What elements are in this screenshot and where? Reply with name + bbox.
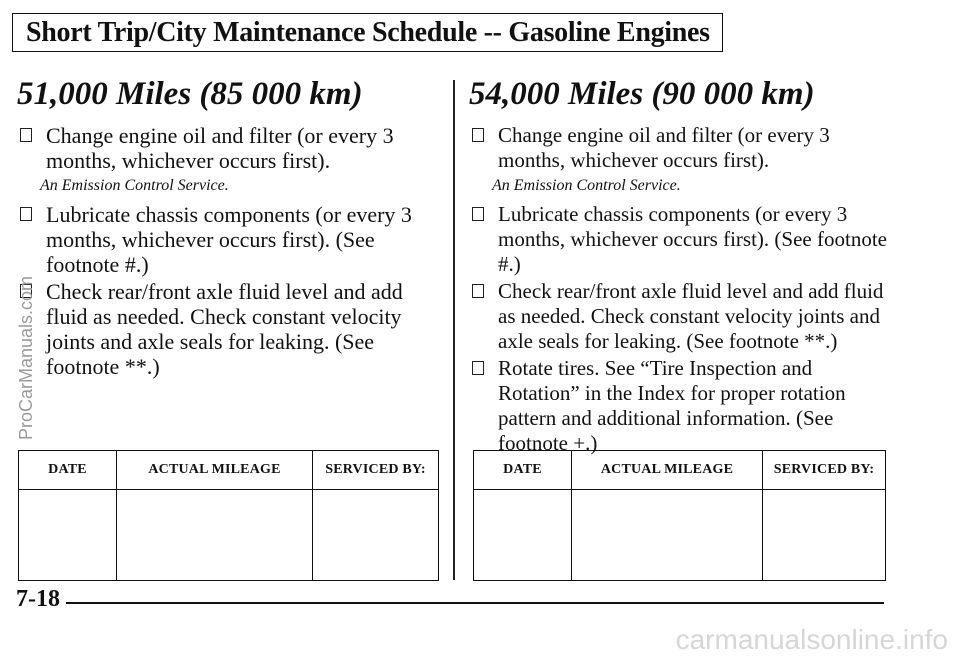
checkbox-icon <box>472 207 484 221</box>
checklist-item: Check rear/front axle fluid level and add fluid as needed. Check constant velocity joints and axle seals for leaking. (See footnote **.) <box>17 279 437 379</box>
column-divider <box>453 80 455 580</box>
checkbox-icon <box>20 128 32 142</box>
column-header-mileage: ACTUAL MILEAGE <box>117 451 313 490</box>
side-watermark: ProCarManuals.com <box>16 275 36 440</box>
column-header-date: DATE <box>19 451 117 490</box>
section-header <box>12 13 723 52</box>
mileage-cell[interactable] <box>572 490 763 581</box>
item-note: An Emission Control Service. <box>492 177 681 194</box>
mileage-section-right <box>469 76 899 456</box>
checklist-item: Lubricate chassis components (or every 3 months, whichever occurs first). (See footnote #.) <box>17 202 437 277</box>
column-header-serviced-by: SERVICED BY: <box>763 451 886 490</box>
page-number: 7-18 <box>16 586 60 612</box>
mileage-section-left <box>17 76 437 379</box>
checkbox-icon <box>472 284 484 298</box>
date-cell[interactable] <box>474 490 572 581</box>
mileage-cell[interactable] <box>117 490 313 581</box>
column-header-date: DATE <box>474 451 572 490</box>
column-header-mileage: ACTUAL MILEAGE <box>572 451 763 490</box>
table-row <box>474 490 886 581</box>
serviced-by-cell[interactable] <box>313 490 439 581</box>
checklist-item: Change engine oil and filter (or every 3 months, whichever occurs first). <box>469 123 899 173</box>
table-header-row <box>474 451 886 490</box>
checkbox-icon <box>20 207 32 221</box>
serviced-by-cell[interactable] <box>763 490 886 581</box>
footer-rule <box>66 602 884 604</box>
header-title: Short Trip/City Maintenance Schedule -- Gasoline Engines <box>26 16 710 48</box>
checklist-item: Check rear/front axle fluid level and add fluid as needed. Check constant velocity joints and axle seals for leaking. (See footnote **.) <box>469 279 899 354</box>
date-cell[interactable] <box>19 490 117 581</box>
mileage-title: 51,000 Miles (85 000 km) <box>17 76 363 112</box>
table-row <box>19 490 439 581</box>
checklist-item: Rotate tires. See “Tire Inspection and Rotation” in the Index for proper rotation pattern and additional information. (See footnote +.) <box>469 356 899 456</box>
bottom-watermark: carmanualsonline.info <box>675 624 948 655</box>
checklist-item: Lubricate chassis components (or every 3 months, whichever occurs first). (See footnote #.) <box>469 202 899 277</box>
checklist-item: Change engine oil and filter (or every 3 months, whichever occurs first). <box>17 123 437 173</box>
mileage-title: 54,000 Miles (90 000 km) <box>469 76 815 112</box>
column-header-serviced-by: SERVICED BY: <box>313 451 439 490</box>
service-log-table-right <box>473 450 886 581</box>
checkbox-icon <box>472 361 484 375</box>
item-note: An Emission Control Service. <box>40 177 229 194</box>
service-log-table-left <box>18 450 439 581</box>
checkbox-icon <box>472 128 484 142</box>
table-header-row <box>19 451 439 490</box>
